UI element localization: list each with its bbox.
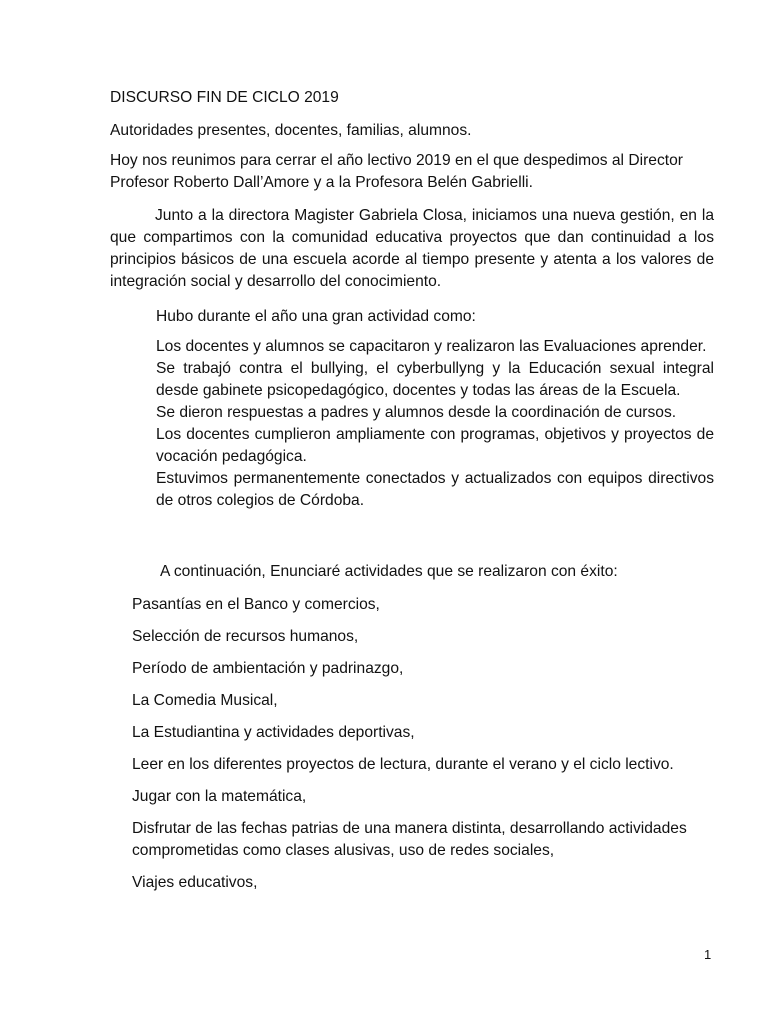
success-item: Disfrutar de las fechas patrias de una manera distinta, desarrollando actividades comprometidas como clases alusivas, uso de redes sociales,: [132, 820, 687, 859]
activity-item: Los docentes y alumnos se capacitaron y realizaron las Evaluaciones aprender.: [156, 338, 707, 355]
greeting-paragraph: Autoridades presentes, docentes, familias, alumnos.: [110, 122, 472, 139]
success-item: Jugar con la matemática,: [132, 788, 307, 805]
success-item: Viajes educativos,: [132, 874, 258, 891]
activity-item: Estuvimos permanentemente conectados y actualizados con equipos directivos de otros colegios de Córdoba.: [156, 470, 714, 509]
success-item: Período de ambientación y padrinazgo,: [132, 660, 404, 677]
success-item: Pasantías en el Banco y comercios,: [132, 596, 380, 613]
activity-lead: Hubo durante el año una gran actividad como:: [156, 308, 476, 325]
activity-item: Los docentes cumplieron ampliamente con programas, objetivos y proyectos de vocación pedagógica.: [156, 426, 714, 465]
success-item: Leer en los diferentes proyectos de lectura, durante el verano y el ciclo lectivo.: [132, 756, 674, 773]
intro-paragraph: Hoy nos reunimos para cerrar el año lectivo 2019 en el que despedimos al Director Profesor Roberto Dall’Amore y a la Profesora Belén Gabrielli.: [110, 152, 683, 191]
document-title: DISCURSO FIN DE CICLO 2019: [110, 89, 339, 106]
management-paragraph: Junto a la directora Magister Gabriela Closa, iniciamos una nueva gestión, en la que compartimos con la comunidad educativa proyectos que dan continuidad a los principios básicos de una escuela acorde al tiempo presente y atenta a los valores de integración social y desarrollo del conocimiento.: [110, 207, 714, 290]
activity-item: Se trabajó contra el bullying, el cyberbullyng y la Educación sexual integral desde gabinete psicopedagógico, docentes y todas las áreas de la Escuela.: [156, 360, 714, 399]
activity-item: Se dieron respuestas a padres y alumnos desde la coordinación de cursos.: [156, 404, 677, 421]
activities-block: [156, 336, 714, 512]
success-lead: A continuación, Enunciaré actividades que se realizaron con éxito:: [160, 563, 618, 580]
success-item: La Comedia Musical,: [132, 692, 278, 709]
success-item: Selección de recursos humanos,: [132, 628, 359, 645]
page-number: 1: [704, 947, 712, 962]
success-item: La Estudiantina y actividades deportivas,: [132, 724, 415, 741]
